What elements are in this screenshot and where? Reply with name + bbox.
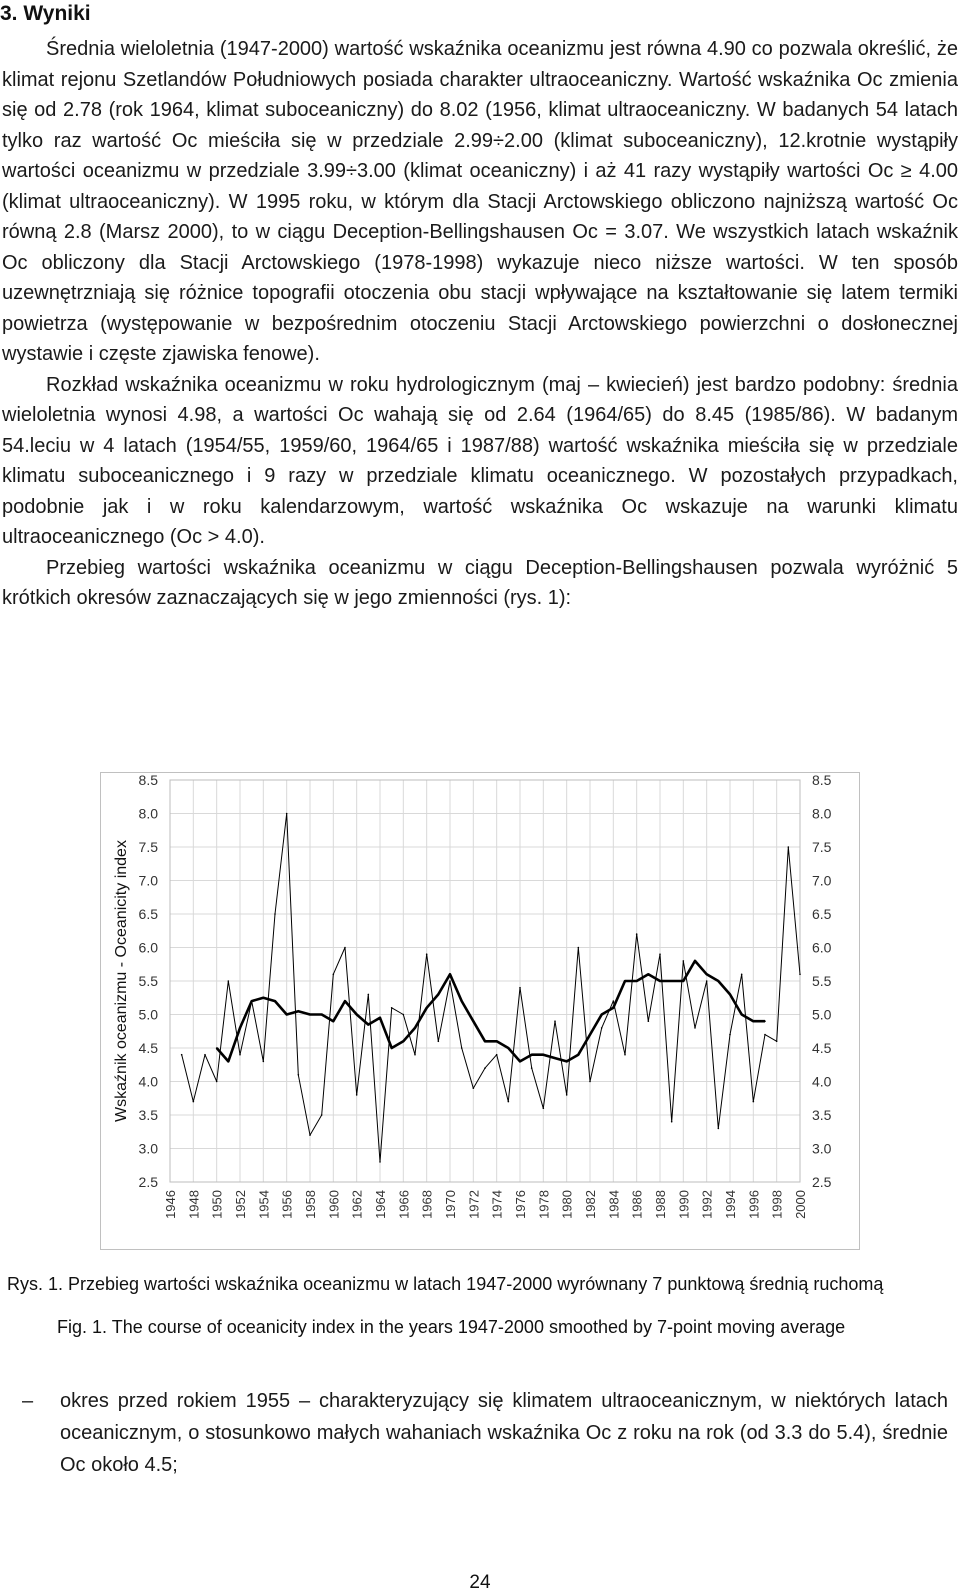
data-point-annual bbox=[554, 1020, 556, 1022]
page-number: 24 bbox=[469, 1572, 491, 1593]
data-point-annual bbox=[193, 1101, 195, 1103]
data-point-moving-average bbox=[753, 1020, 755, 1022]
data-point-moving-average bbox=[321, 1014, 323, 1016]
x-tick-label: 1970 bbox=[443, 1190, 458, 1219]
y-tick-label-right: 3.0 bbox=[812, 1140, 832, 1157]
data-point-annual bbox=[508, 1101, 510, 1103]
data-point-annual bbox=[543, 1108, 545, 1110]
data-point-moving-average bbox=[403, 1041, 405, 1043]
data-point-annual bbox=[589, 1081, 591, 1083]
data-point-annual bbox=[753, 1101, 755, 1103]
paragraph: Średnia wieloletnia (1947-2000) wartość wskaźnika oceanizmu jest równa 4.90 co pozwala określić, że klimat rejonu Szetlandów Południowych posiada charakter ultraoceaniczny. Wartość wskaźnika Oc zmienia się od 2.78 (rok 1964, klimat suboceaniczny) do 8.02 (1956, klimat ultraoceaniczny. W badanych 54 latach tylko raz wartość Oc mieściła się w przedziale 2.99÷2.00 (klimat suboceaniczny), 12.krotnie wystąpiły wartości oceanizmu w przedziale 3.99÷3.00 (klimat oceaniczny) i aż 41 razy wystąpiły wartości Oc ≥ 4.00 (klimat ultraoceaniczny). W 1995 roku, w którym dla Stacji Arctowskiego obliczono najniższą wartość Oc równą 2.8 (Marsz 2000), to w ciągu Deception-Bellingshausen Oc = 3.07. We wszystkich latach wskaźnik Oc obliczony dla Stacji Arctowskiego (1978-1998) wykazuje nieco niższe wartości. W ten sposób uzewnętrzniają się różnice topografii otoczenia obu stacji wpływające na kształtowanie się latem termiki powietrza (występowanie w bezpośrednim otoczeniu Stacji Arctowskiego powierzchni o dosłonecznej wystawie i częste zjawiska fenowe). bbox=[2, 38, 958, 365]
x-tick-label: 1998 bbox=[769, 1190, 785, 1219]
data-point-annual bbox=[764, 1034, 766, 1036]
y-tick-label-right: 8.5 bbox=[812, 772, 832, 788]
x-tick-label: 1996 bbox=[746, 1190, 762, 1219]
y-axis-label: Wskaźnik oceanizmu - Oceanicity index bbox=[113, 840, 130, 1122]
data-point-moving-average bbox=[671, 980, 673, 982]
data-point-annual bbox=[484, 1067, 486, 1069]
data-point-annual bbox=[228, 980, 230, 982]
data-point-moving-average bbox=[659, 980, 661, 982]
y-tick-label-left: 2.5 bbox=[138, 1174, 158, 1190]
x-tick-label: 1952 bbox=[233, 1190, 248, 1219]
data-point-annual bbox=[601, 1027, 603, 1029]
y-tick-label-right: 7.0 bbox=[812, 872, 832, 889]
data-point-moving-average bbox=[449, 974, 451, 976]
data-point-annual bbox=[403, 1014, 405, 1016]
data-point-annual bbox=[578, 947, 580, 949]
data-point-moving-average bbox=[589, 1034, 591, 1036]
section-heading: 3. Wyniki bbox=[0, 2, 91, 25]
data-point-moving-average bbox=[624, 980, 626, 982]
data-point-moving-average bbox=[391, 1047, 393, 1049]
data-point-annual bbox=[706, 980, 708, 982]
body-text bbox=[2, 34, 958, 614]
y-tick-label-left: 6.5 bbox=[138, 906, 158, 922]
x-tick-label: 1982 bbox=[583, 1190, 598, 1219]
data-point-moving-average bbox=[333, 1020, 335, 1022]
data-point-moving-average bbox=[298, 1010, 300, 1012]
data-point-moving-average bbox=[473, 1020, 475, 1022]
x-tick-label: 1972 bbox=[466, 1190, 482, 1219]
data-point-moving-average bbox=[239, 1027, 241, 1029]
y-tick-label-left: 4.0 bbox=[138, 1073, 158, 1090]
y-tick-label-right: 7.5 bbox=[812, 839, 832, 855]
x-tick-label: 2000 bbox=[793, 1190, 808, 1219]
y-tick-label-left: 4.5 bbox=[138, 1040, 158, 1056]
y-tick-label-right: 4.5 bbox=[812, 1040, 832, 1056]
data-point-annual bbox=[216, 1081, 218, 1083]
data-point-annual bbox=[718, 1128, 720, 1130]
data-point-annual bbox=[321, 1114, 323, 1116]
y-tick-label-left: 8.5 bbox=[138, 772, 158, 788]
chart-frame bbox=[101, 773, 860, 1250]
data-point-moving-average bbox=[216, 1047, 218, 1049]
data-point-moving-average bbox=[414, 1027, 416, 1029]
y-tick-label-right: 2.5 bbox=[812, 1174, 832, 1190]
y-tick-label-left: 5.5 bbox=[138, 973, 158, 989]
x-tick-label: 1954 bbox=[256, 1190, 272, 1219]
list-item: okres przed rokiem 1955 – charakteryzujący się klimatem ultraoceanicznym, w niektórych latach oceanicznym, o stosunkowo małych wahaniach wskaźnika Oc z roku na rok (od 3.3 do 5.4), średnie Oc około 4.5; bbox=[60, 1390, 948, 1476]
data-point-moving-average bbox=[718, 980, 720, 982]
figure-caption-pl: Rys. 1. Przebieg wartości wskaźnika oceanizmu w latach 1947-2000 wyrównany 7 punktową średnią ruchomą bbox=[7, 1274, 884, 1294]
data-point-annual bbox=[391, 1007, 393, 1009]
data-point-annual bbox=[788, 846, 790, 848]
data-point-annual bbox=[449, 980, 451, 982]
paragraph: Przebieg wartości wskaźnika oceanizmu w ciągu Deception-Bellingshausen pozwala wyróżnić 5 krótkich okresów zaznaczających się w jego zmienności (rys. 1): bbox=[2, 556, 958, 609]
y-tick-label-left: 3.5 bbox=[138, 1107, 158, 1123]
data-point-annual bbox=[519, 987, 521, 989]
data-point-moving-average bbox=[566, 1061, 568, 1063]
y-tick-label-left: 8.0 bbox=[138, 805, 158, 822]
data-point-annual bbox=[496, 1054, 498, 1056]
x-tick-label: 1988 bbox=[653, 1190, 668, 1219]
y-tick-label-left: 6.0 bbox=[138, 939, 158, 956]
data-point-moving-average bbox=[356, 1014, 358, 1016]
data-point-moving-average bbox=[531, 1054, 533, 1056]
x-tick-label: 1946 bbox=[163, 1190, 178, 1219]
oceanicity-chart bbox=[100, 772, 860, 1250]
x-tick-label: 1956 bbox=[279, 1190, 295, 1219]
paragraph: Rozkład wskaźnika oceanizmu w roku hydrologicznym (maj – kwiecień) jest bardzo podobny: średnia wieloletnia wynosi 4.98, a wartości Oc wahają się od 2.64 (1964/65) do 8.45 (1985/86). W badanym 54.leciu w 4 latach (1954/55, 1959/60, 1964/65 i 1987/88) wartość wskaźnika mieściła się w przedziale klimatu suboceanicznego i 9 razy w przedziale klimatu oceanicznego. W pozostałych przypadkach, podobnie jak i w roku kalendarzowym, wartość wskaźnika Oc wskazuje na warunki klimatu ultraoceanicznego (Oc > 4.0). bbox=[2, 373, 958, 548]
data-point-annual bbox=[286, 813, 288, 815]
data-point-moving-average bbox=[438, 994, 440, 996]
data-point-moving-average bbox=[601, 1014, 603, 1016]
x-tick-label: 1962 bbox=[349, 1190, 365, 1219]
x-tick-label: 1992 bbox=[699, 1190, 715, 1219]
data-point-annual bbox=[566, 1094, 568, 1096]
data-point-moving-average bbox=[344, 1000, 346, 1002]
data-point-moving-average bbox=[636, 980, 638, 982]
data-point-annual bbox=[333, 974, 335, 976]
data-point-moving-average bbox=[251, 1000, 253, 1002]
x-tick-label: 1986 bbox=[629, 1190, 645, 1219]
series-line-annual bbox=[182, 814, 800, 1162]
data-point-annual bbox=[274, 913, 276, 915]
data-point-annual bbox=[344, 947, 346, 949]
y-tick-label-right: 5.5 bbox=[812, 973, 832, 989]
y-tick-label-right: 8.0 bbox=[812, 805, 832, 822]
y-tick-label-left: 3.0 bbox=[138, 1140, 158, 1157]
data-point-moving-average bbox=[228, 1061, 230, 1063]
x-tick-label: 1958 bbox=[303, 1190, 318, 1219]
data-point-moving-average bbox=[379, 1017, 381, 1019]
x-tick-label: 1968 bbox=[419, 1190, 435, 1219]
data-point-annual bbox=[694, 1027, 696, 1029]
y-tick-label-left: 7.0 bbox=[138, 872, 158, 889]
y-tick-label-right: 3.5 bbox=[812, 1107, 832, 1123]
data-point-moving-average bbox=[496, 1041, 498, 1043]
y-tick-label-right: 4.0 bbox=[812, 1073, 832, 1090]
data-point-moving-average bbox=[741, 1014, 743, 1016]
data-point-moving-average bbox=[461, 1000, 463, 1002]
data-point-annual bbox=[239, 1054, 241, 1056]
data-point-annual bbox=[473, 1087, 475, 1089]
data-point-moving-average bbox=[274, 1000, 276, 1002]
data-point-moving-average bbox=[543, 1054, 545, 1056]
data-point-moving-average bbox=[263, 997, 265, 999]
data-point-moving-average bbox=[426, 1007, 428, 1009]
data-point-annual bbox=[531, 1067, 533, 1069]
data-point-moving-average bbox=[309, 1014, 311, 1016]
data-point-moving-average bbox=[648, 974, 650, 976]
data-point-moving-average bbox=[706, 974, 708, 976]
data-point-moving-average bbox=[484, 1041, 486, 1043]
y-tick-label-left: 5.0 bbox=[138, 1006, 158, 1023]
figure-caption-en: Fig. 1. The course of oceanicity index in the years 1947-2000 smoothed by 7-point moving average bbox=[57, 1317, 846, 1337]
data-point-annual bbox=[426, 953, 428, 955]
data-point-annual bbox=[298, 1074, 300, 1076]
data-point-moving-average bbox=[613, 1007, 615, 1009]
data-point-annual bbox=[263, 1061, 265, 1063]
data-point-moving-average bbox=[508, 1047, 510, 1049]
data-point-annual bbox=[414, 1054, 416, 1056]
data-point-moving-average bbox=[554, 1057, 556, 1059]
x-tick-label: 1948 bbox=[186, 1190, 202, 1219]
data-point-annual bbox=[613, 1000, 615, 1002]
x-tick-label: 1964 bbox=[373, 1190, 388, 1219]
data-point-annual bbox=[799, 974, 801, 976]
data-point-annual bbox=[741, 974, 743, 976]
data-point-moving-average bbox=[729, 994, 731, 996]
x-tick-label: 1994 bbox=[723, 1190, 738, 1219]
data-point-annual bbox=[683, 960, 685, 962]
data-point-moving-average bbox=[683, 980, 685, 982]
data-point-annual bbox=[181, 1054, 183, 1056]
y-tick-label-left: 7.5 bbox=[138, 839, 158, 855]
bullet-dash: – bbox=[22, 1390, 34, 1412]
data-point-annual bbox=[356, 1094, 358, 1096]
x-tick-label: 1974 bbox=[489, 1190, 505, 1219]
data-point-annual bbox=[729, 1034, 731, 1036]
x-tick-label: 1960 bbox=[326, 1190, 342, 1219]
y-tick-label-right: 5.0 bbox=[812, 1006, 832, 1023]
data-point-annual bbox=[368, 994, 370, 996]
x-tick-label: 1976 bbox=[513, 1190, 528, 1219]
data-point-moving-average bbox=[764, 1020, 766, 1022]
x-tick-label: 1980 bbox=[559, 1190, 575, 1219]
x-tick-label: 1950 bbox=[209, 1190, 225, 1219]
data-point-moving-average bbox=[286, 1014, 288, 1016]
data-point-annual bbox=[776, 1041, 778, 1043]
data-point-moving-average bbox=[578, 1054, 580, 1056]
data-point-annual bbox=[379, 1161, 381, 1163]
x-tick-label: 1990 bbox=[676, 1190, 692, 1219]
data-point-annual bbox=[624, 1054, 626, 1056]
data-point-annual bbox=[204, 1054, 206, 1056]
data-point-annual bbox=[309, 1134, 311, 1136]
x-tick-label: 1966 bbox=[396, 1190, 412, 1219]
data-point-annual bbox=[461, 1047, 463, 1049]
x-tick-label: 1984 bbox=[606, 1190, 622, 1219]
data-point-annual bbox=[648, 1020, 650, 1022]
data-point-annual bbox=[636, 933, 638, 935]
y-tick-label-right: 6.0 bbox=[812, 939, 832, 956]
x-tick-label: 1978 bbox=[536, 1190, 552, 1219]
data-point-annual bbox=[659, 953, 661, 955]
data-point-moving-average bbox=[694, 960, 696, 962]
data-point-annual bbox=[438, 1041, 440, 1043]
data-point-annual bbox=[671, 1121, 673, 1123]
y-tick-label-right: 6.5 bbox=[812, 906, 832, 922]
data-point-moving-average bbox=[368, 1024, 370, 1026]
chart-svg bbox=[100, 772, 860, 1250]
data-point-moving-average bbox=[519, 1061, 521, 1063]
